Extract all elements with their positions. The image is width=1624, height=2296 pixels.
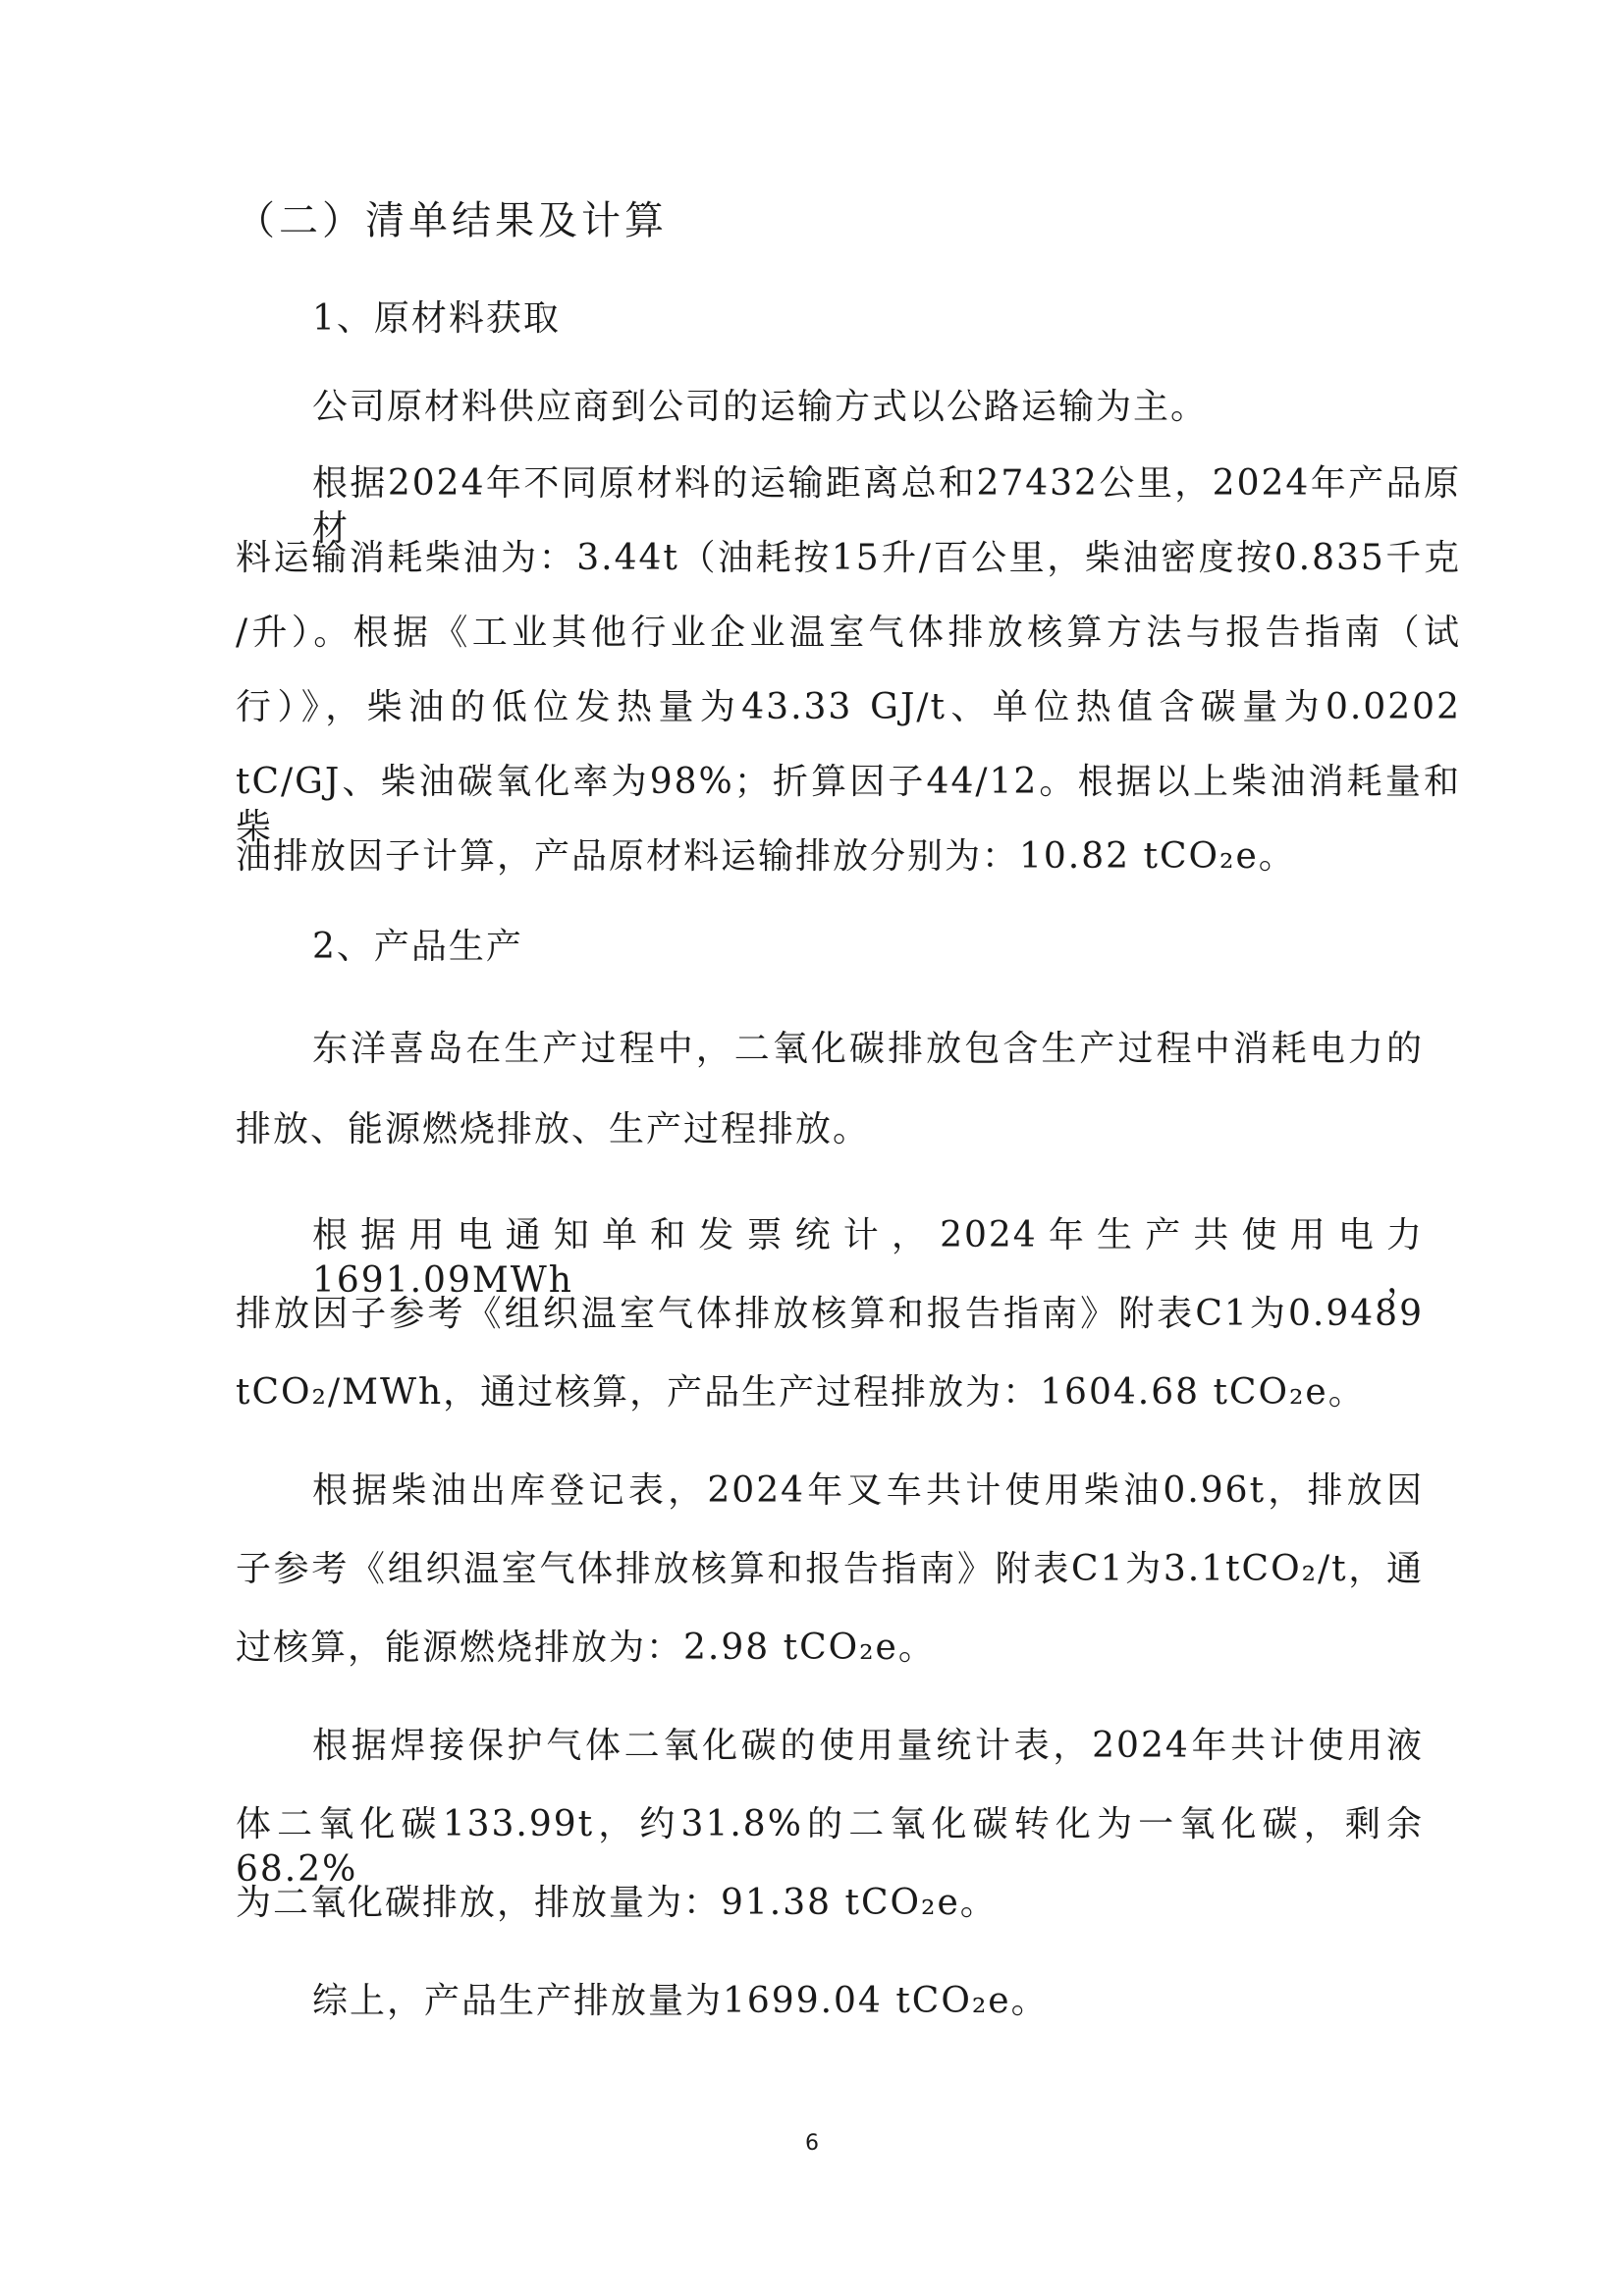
paragraph-line: 根据焊接保护气体二氧化碳的使用量统计表，2024年共计使用液: [312, 1726, 1424, 1766]
paragraph-line: tCO₂/MWh，通过核算，产品生产过程排放为：1604.68 tCO₂e。: [236, 1372, 1366, 1413]
paragraph-line: 排放因子参考《组织温室气体排放核算和报告指南》附表C1为0.9489: [236, 1294, 1424, 1334]
paragraph-line: 根据用电通知单和发票统计，2024年生产共使用电力1691.09MWh，: [312, 1215, 1424, 1301]
paragraph-line: 为二氧化碳排放，排放量为：91.38 tCO₂e。: [236, 1883, 998, 1923]
paragraph-line: 子参考《组织温室气体排放核算和报告指南》附表C1为3.1tCO₂/t，通: [236, 1549, 1424, 1589]
paragraph-line: 东洋喜岛在生产过程中，二氧化碳排放包含生产过程中消耗电力的: [312, 1029, 1424, 1069]
subsection-title-production: 2、产品生产: [312, 927, 523, 967]
paragraph-line: 过核算，能源燃烧排放为：2.98 tCO₂e。: [236, 1628, 936, 1668]
paragraph-line: 体二氧化碳133.99t，约31.8%的二氧化碳转化为一氧化碳，剩余68.2%: [236, 1804, 1424, 1890]
paragraph-line: /升）。根据《工业其他行业企业温室气体排放核算方法与报告指南（试: [236, 613, 1461, 653]
paragraph-line: 料运输消耗柴油为：3.44t（油耗按15升/百公里，柴油密度按0.835千克: [236, 538, 1461, 578]
paragraph-line: 行）》，柴油的低位发热量为43.33 GJ/t、单位热值含碳量为0.0202: [236, 687, 1461, 727]
paragraph-line: 油排放因子计算，产品原材料运输排放分别为：10.82 tCO₂e。: [236, 836, 1296, 877]
paragraph-line: 公司原材料供应商到公司的运输方式以公路运输为主。: [312, 387, 1209, 427]
paragraph-line: 排放、能源燃烧排放、生产过程排放。: [236, 1109, 871, 1149]
section-heading: （二）清单结果及计算: [236, 198, 668, 243]
subsection-title-raw-materials: 1、原材料获取: [312, 298, 561, 339]
page-number: 6: [805, 2131, 819, 2156]
paragraph-line: tC/GJ、柴油碳氧化率为98%；折算因子44/12。根据以上柴油消耗量和柴: [236, 762, 1461, 847]
paragraph-line: 根据2024年不同原材料的运输距离总和27432公里，2024年产品原材: [312, 463, 1461, 549]
paragraph-line: 根据柴油出库登记表，2024年叉车共计使用柴油0.96t，排放因: [312, 1470, 1424, 1511]
paragraph-line: 综上，产品生产排放量为1699.04 tCO₂e。: [312, 1981, 1049, 2021]
